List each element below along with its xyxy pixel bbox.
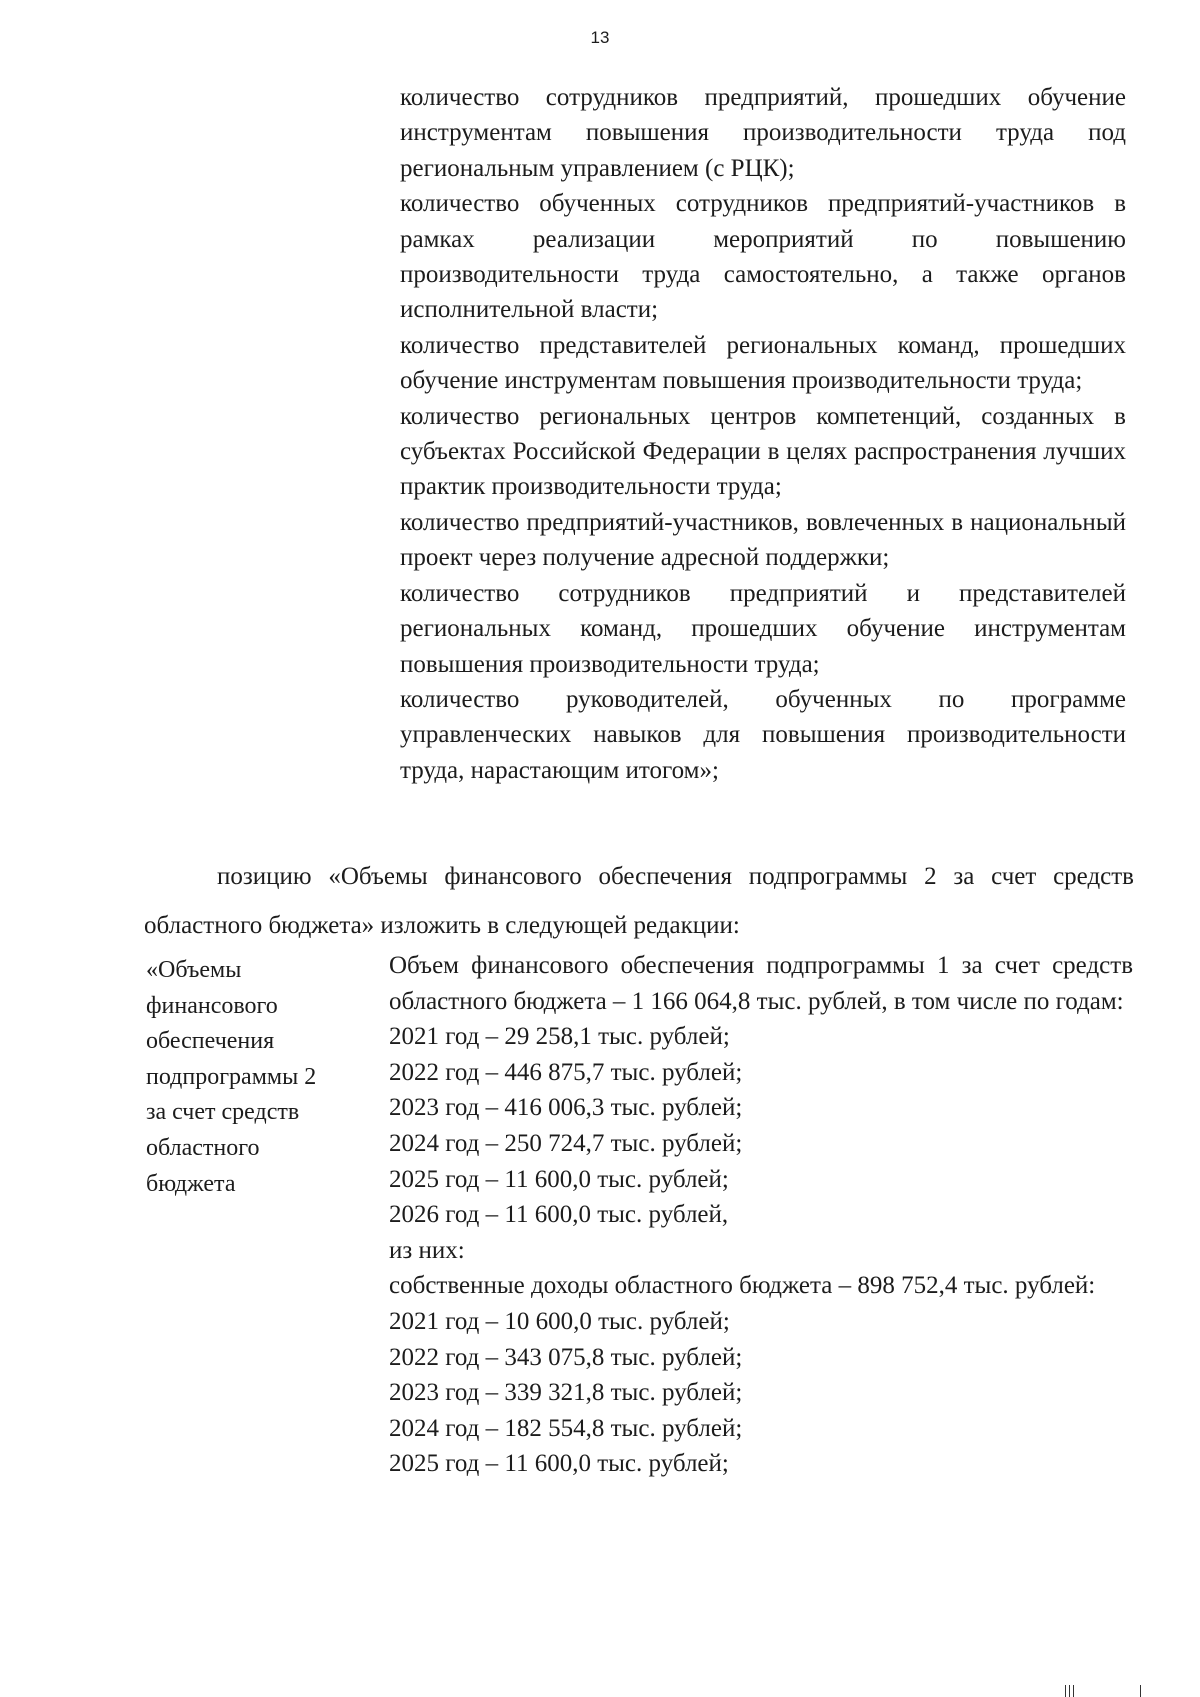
financing-year-line: 2026 год – 11 600,0 тыс. рублей,	[389, 1201, 729, 1229]
position-label-line: подпрограммы 2	[146, 1063, 317, 1090]
own-revenue-year-line: 2024 год – 182 554,8 тыс. рублей;	[389, 1414, 743, 1442]
financing-own-revenue: собственные доходы областного бюджета – 898 752,4 тыс. рублей:	[389, 1272, 1096, 1300]
financing-total: Объем финансового обеспечения подпрограммы 1 за счет средств областного бюджета – 1 166 064,8 тыс. рублей, в том числе по годам:	[389, 952, 1133, 1015]
position-label	[146, 953, 366, 1202]
scan-edge-marks	[970, 1683, 1170, 1697]
position-label-line: финансового	[146, 992, 278, 1019]
position-label-line: за счет средств	[146, 1099, 300, 1126]
indicator-item: количество руководителей, обученных по программе управленческих навыков для повышения производительности труда, нарастающим итогом»;	[400, 685, 1126, 784]
page-number: 13	[590, 28, 610, 47]
financing-block	[389, 948, 1133, 1482]
indicator-item: количество региональных центров компетенций, созданных в субъектах Российской Федерации в целях распространения лучших практик производительности труда;	[400, 402, 1126, 501]
financing-year-line: 2022 год – 446 875,7 тыс. рублей;	[389, 1058, 743, 1086]
financing-year-line: 2025 год – 11 600,0 тыс. рублей;	[389, 1165, 729, 1193]
indicator-item: количество обученных сотрудников предприятий-участников в рамках реализации мероприятий по повышению производительности труда самостоятельно, а также органов исполнительной власти;	[400, 190, 1126, 324]
indicator-item: количество сотрудников предприятий, прошедших обучение инструментам повышения производительности труда под региональным управлением (с РЦК);	[400, 84, 1126, 182]
own-revenue-year-line: 2021 год – 10 600,0 тыс. рублей;	[389, 1307, 730, 1335]
scan-mark	[1073, 1685, 1074, 1697]
own-revenue-year-line: 2023 год – 339 321,8 тыс. рублей;	[389, 1379, 743, 1407]
own-revenue-year-line: 2022 год – 343 075,8 тыс. рублей;	[389, 1343, 743, 1371]
indicator-item: количество представителей региональных команд, прошедших обучение инструментам повышения производительности труда;	[400, 331, 1126, 395]
financing-year-line: 2021 год – 29 258,1 тыс. рублей;	[389, 1023, 730, 1051]
own-revenue-year-line: 2025 год – 11 600,0 тыс. рублей;	[389, 1450, 729, 1478]
indicator-item: количество сотрудников предприятий и представителей региональных команд, прошедших обучение инструментам повышения производительности труда;	[400, 579, 1126, 678]
position-label-line: бюджета	[146, 1170, 236, 1197]
scan-mark	[1140, 1685, 1141, 1697]
financing-year-line: 2023 год – 416 006,3 тыс. рублей;	[389, 1094, 743, 1122]
position-label-line: областного	[146, 1134, 260, 1161]
scan-mark	[1069, 1685, 1070, 1697]
position-label-line: обеспечения	[146, 1028, 275, 1055]
scan-mark	[1065, 1685, 1066, 1697]
indicator-list	[400, 80, 1126, 788]
financing-year-line: 2024 год – 250 724,7 тыс. рублей;	[389, 1129, 743, 1157]
indicator-item: количество предприятий-участников, вовлеченных в национальный проект через получение адресной поддержки;	[400, 508, 1126, 572]
position-label-line: «Объемы	[146, 957, 242, 983]
financing-of-which: из них:	[389, 1236, 465, 1264]
intro-paragraph: позицию «Объемы финансового обеспечения подпрограммы 2 за счет средств областного бюджета» изложить в следующей редакции:	[144, 863, 1134, 939]
